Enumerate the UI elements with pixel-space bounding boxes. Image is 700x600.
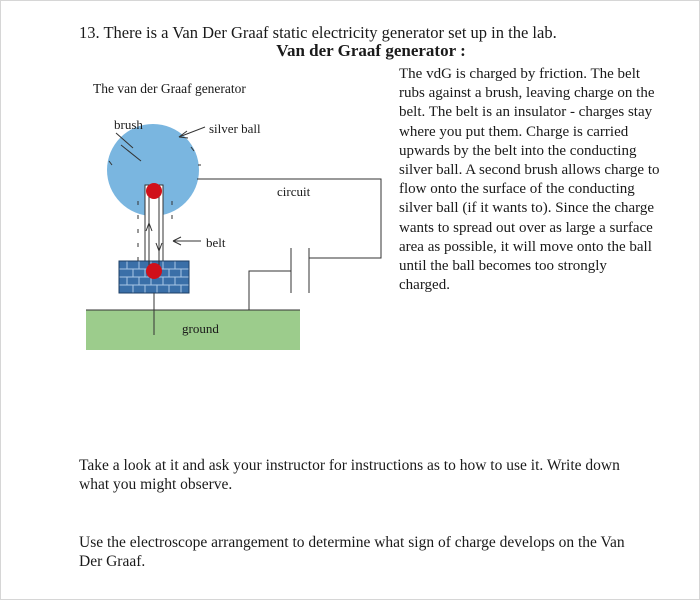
figure-title: The van der Graaf generator <box>93 81 246 96</box>
brush-label: brush <box>114 117 143 132</box>
circuit-ground-wire <box>249 271 291 310</box>
question-text: 13. There is a Van Der Graaf static electricity generator set up in the lab. <box>79 23 557 42</box>
instruction-electroscope: Use the electroscope arrangement to determine what sign of charge develops on the Van Der Graaf. <box>79 534 625 570</box>
diagram-svg <box>81 73 391 358</box>
ground-label: ground <box>182 321 219 336</box>
bottom-roller <box>146 263 162 279</box>
section-heading <box>1 41 700 61</box>
top-roller <box>146 183 162 199</box>
explanation-text: The vdG is charged by friction. The belt rubs against a brush, leaving charge on the belt. The belt is an insulator - charges stay where you put them. Charge is carried upwards by the belt into the conducting silver ball. A second brush allows charge to flow onto the surface of the conducting silver ball (if it wants to). Since the charge wants to spread out over as large a surface area as possible, it will move onto the ball until the ball becomes too strongly charged. <box>399 66 660 294</box>
circuit-label: circuit <box>277 184 311 199</box>
section-heading-text: Van der Graaf generator : <box>276 41 466 60</box>
belt-label: belt <box>206 235 226 250</box>
vdg-diagram <box>81 73 391 358</box>
silver-ball-pointer <box>179 127 205 137</box>
silver-ball-label: silver ball <box>209 121 261 136</box>
instruction-observe: Take a look at it and ask your instructor for instructions as to how to use it. Write down what you might observe. <box>79 457 620 493</box>
